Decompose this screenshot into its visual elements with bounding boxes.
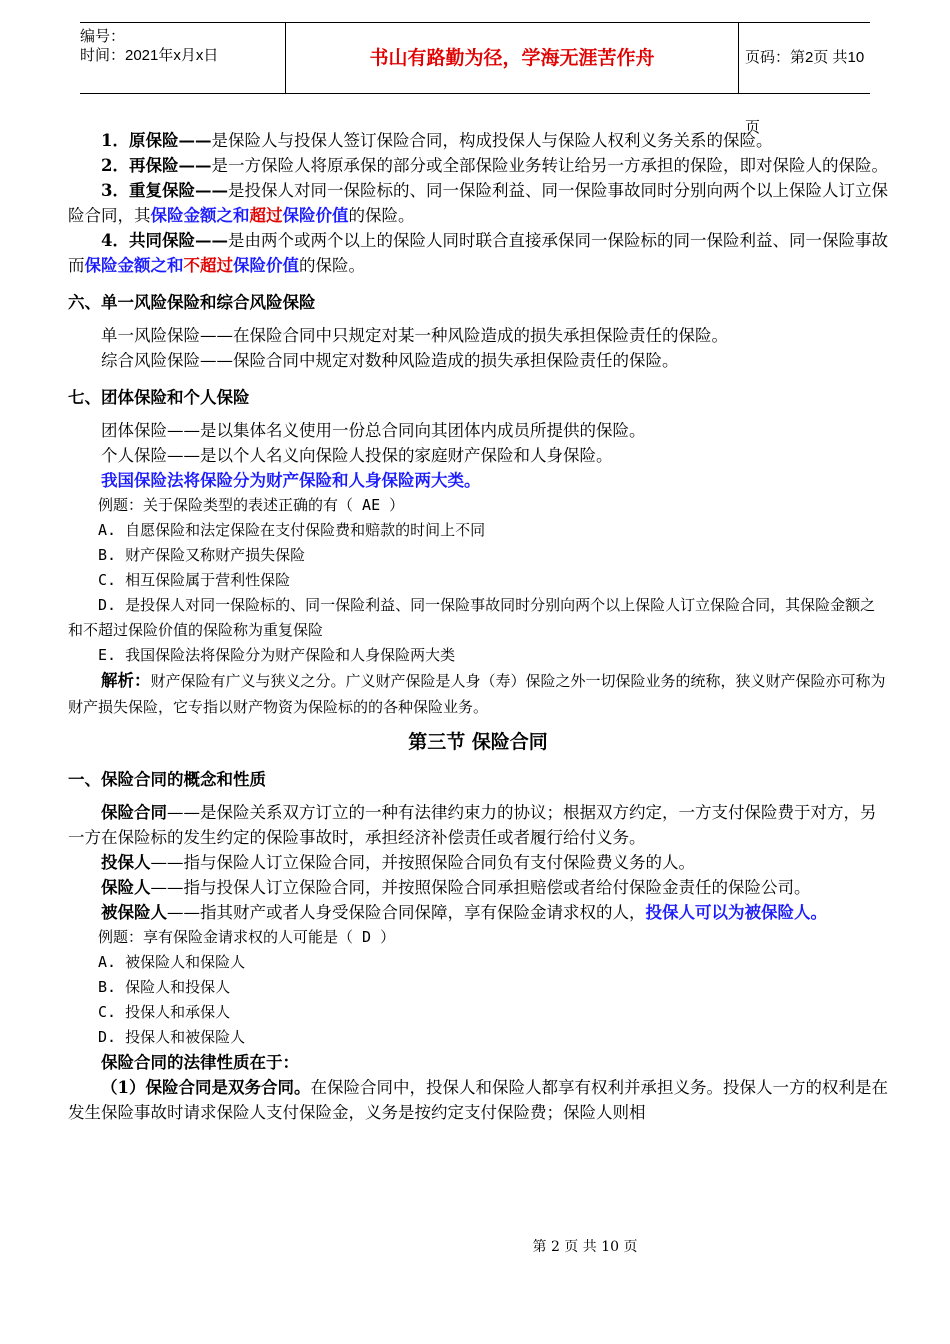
term: 保险人: [101, 878, 151, 897]
time-label: 时间：2021年x月x日: [80, 47, 219, 64]
highlight: 投保人可以为被保险人。: [645, 903, 827, 922]
option-d: D. 是投保人对同一保险标的、同一保险利益、同一保险事故同时分别向两个以上保险人订立保险合同，其保险金额之和不超过保险价值的保险称为重复保险: [68, 596, 876, 639]
term: 4．共同保险——: [101, 231, 228, 250]
highlight: 保险金额之和: [84, 256, 184, 275]
highlight: 保险价值: [282, 206, 349, 225]
option-d-2: D. 投保人和被保险人: [98, 1028, 246, 1046]
option-e: E. 我国保险法将保险分为财产保险和人身保险两大类: [98, 646, 456, 664]
term: 保险合同: [101, 803, 167, 822]
highlight: 保险价值: [233, 256, 299, 275]
para-nature-1: [68, 1075, 888, 1125]
page-footer: [0, 1236, 950, 1256]
para-insurer: [68, 875, 888, 900]
option-b: B. 财产保险又称财产损失保险: [98, 546, 306, 564]
term: （1）保险合同是双务合同。: [101, 1078, 311, 1097]
term: 投保人: [101, 853, 151, 872]
definition: ——指与保险人订立保险合同，并按照保险合同负有支付保险费义务的人。: [150, 853, 695, 872]
definition: 是一方保险人将原承保的部分或全部保险业务转让给另一方承担的保险，即对保险人的保险。: [211, 156, 888, 175]
note-blue: 我国保险法将保险分为财产保险和人身保险两大类。: [101, 471, 481, 490]
header-motto: 书山有路勤为径，学海无涯苦作舟: [285, 23, 739, 93]
para-reinsurance: [68, 153, 888, 178]
para-individual: 个人保险——是以个人名义向保险人投保的家庭财产保险和人身保险。: [101, 446, 613, 465]
definition: 是由两个或两个以上的保险人同时联合直接承保同一保险标的同一保险利益、同一保险事故而: [68, 231, 888, 275]
analysis: [68, 668, 888, 720]
definition: 的保险。: [299, 256, 365, 275]
highlight: 保险金额之和: [150, 206, 250, 225]
option-c: C. 相互保险属于营利性保险: [98, 571, 291, 589]
analysis-text: 财产保险有广义与狭义之分。广义财产保险是人身（寿）保险之外一切保险业务的统称，狭义财产保险亦可称为财产损失保险，它专指以财产物资为保险标的的各种保险业务。: [68, 672, 886, 716]
definition: 是投保人对同一保险标的、同一保险利益、同一保险事故同时分别向两个以上保险人订立保险合同，其: [68, 181, 888, 225]
definition: 的保险。: [348, 206, 415, 225]
heading-seven: 七、团体保险和个人保险: [68, 388, 250, 407]
option-a-2: A. 被保险人和保险人: [98, 953, 246, 971]
definition: 在保险合同中，投保人和保险人都享有权利并承担义务。投保人一方的权利是在发生保险事故时请求保险人支付保险金，义务是按约定支付保险费；保险人则相: [68, 1078, 888, 1122]
definition: 是保险人与投保人签订保险合同，构成投保人与保险人权利义务关系的保险。: [211, 131, 773, 150]
heading-six: 六、单一风险保险和综合风险保险: [68, 293, 316, 312]
example-question-2: 例题：享有保险金请求权的人可能是（ D ）: [98, 928, 396, 946]
para-contract: [68, 800, 888, 850]
page-content: [68, 128, 888, 1125]
option-c-2: C. 投保人和承保人: [98, 1003, 231, 1021]
para-co-insurance: [68, 228, 888, 278]
para-group: 团体保险——是以集体名义使用一份总合同向其团体内成员所提供的保险。: [101, 421, 646, 440]
example-question: 例题：关于保险类型的表述正确的有（ AE ）: [98, 496, 405, 514]
term: 3．重复保险——: [101, 181, 228, 200]
term: 1．原保险——: [101, 131, 212, 150]
highlight: 不超过: [183, 256, 233, 275]
para-single-risk: 单一风险保险——在保险合同中只规定对某一种风险造成的损失承担保险责任的保险。: [101, 326, 728, 345]
para-original-insurance: [68, 128, 888, 153]
option-b-2: B. 保险人和投保人: [98, 978, 231, 996]
para-double-insurance: [68, 178, 888, 228]
nature-heading: 保险合同的法律性质在于：: [101, 1053, 299, 1072]
term: 2．再保险——: [101, 156, 212, 175]
section-title: 第三节 保险合同: [408, 731, 548, 753]
definition: ——指其财产或者人身受保险合同保障，享有保险金请求权的人，: [167, 903, 646, 922]
header-page-info: 页码：第2页 共10页: [745, 49, 865, 136]
definition: ——指与投保人订立保险合同，并按照保险合同承担赔偿或者给付保险金责任的保险公司。: [150, 878, 811, 897]
header-meta: [80, 23, 285, 97]
option-a: A. 自愿保险和法定保险在支付保险费和赔款的时间上不同: [98, 521, 486, 539]
analysis-label: 解析：: [101, 671, 151, 690]
page-number: 第 2 页 共 10 页: [532, 1239, 638, 1255]
definition: ——是保险关系双方订立的一种有法律约束力的协议；根据双方约定，一方支付保险费于对方，另一方在保险标的发生约定的保险事故时，承担经济补偿责任或者履行给付义务。: [68, 803, 877, 847]
para-multi-risk: 综合风险保险——保险合同中规定对数种风险造成的损失承担保险责任的保险。: [101, 351, 679, 370]
number-label: 编号：: [80, 28, 126, 45]
heading-concept: 一、保险合同的概念和性质: [68, 770, 266, 789]
para-applicant: [68, 850, 888, 875]
page-header: [80, 22, 870, 136]
term: 被保险人: [101, 903, 167, 922]
highlight: 超过: [249, 206, 283, 225]
para-insured: [68, 900, 888, 925]
